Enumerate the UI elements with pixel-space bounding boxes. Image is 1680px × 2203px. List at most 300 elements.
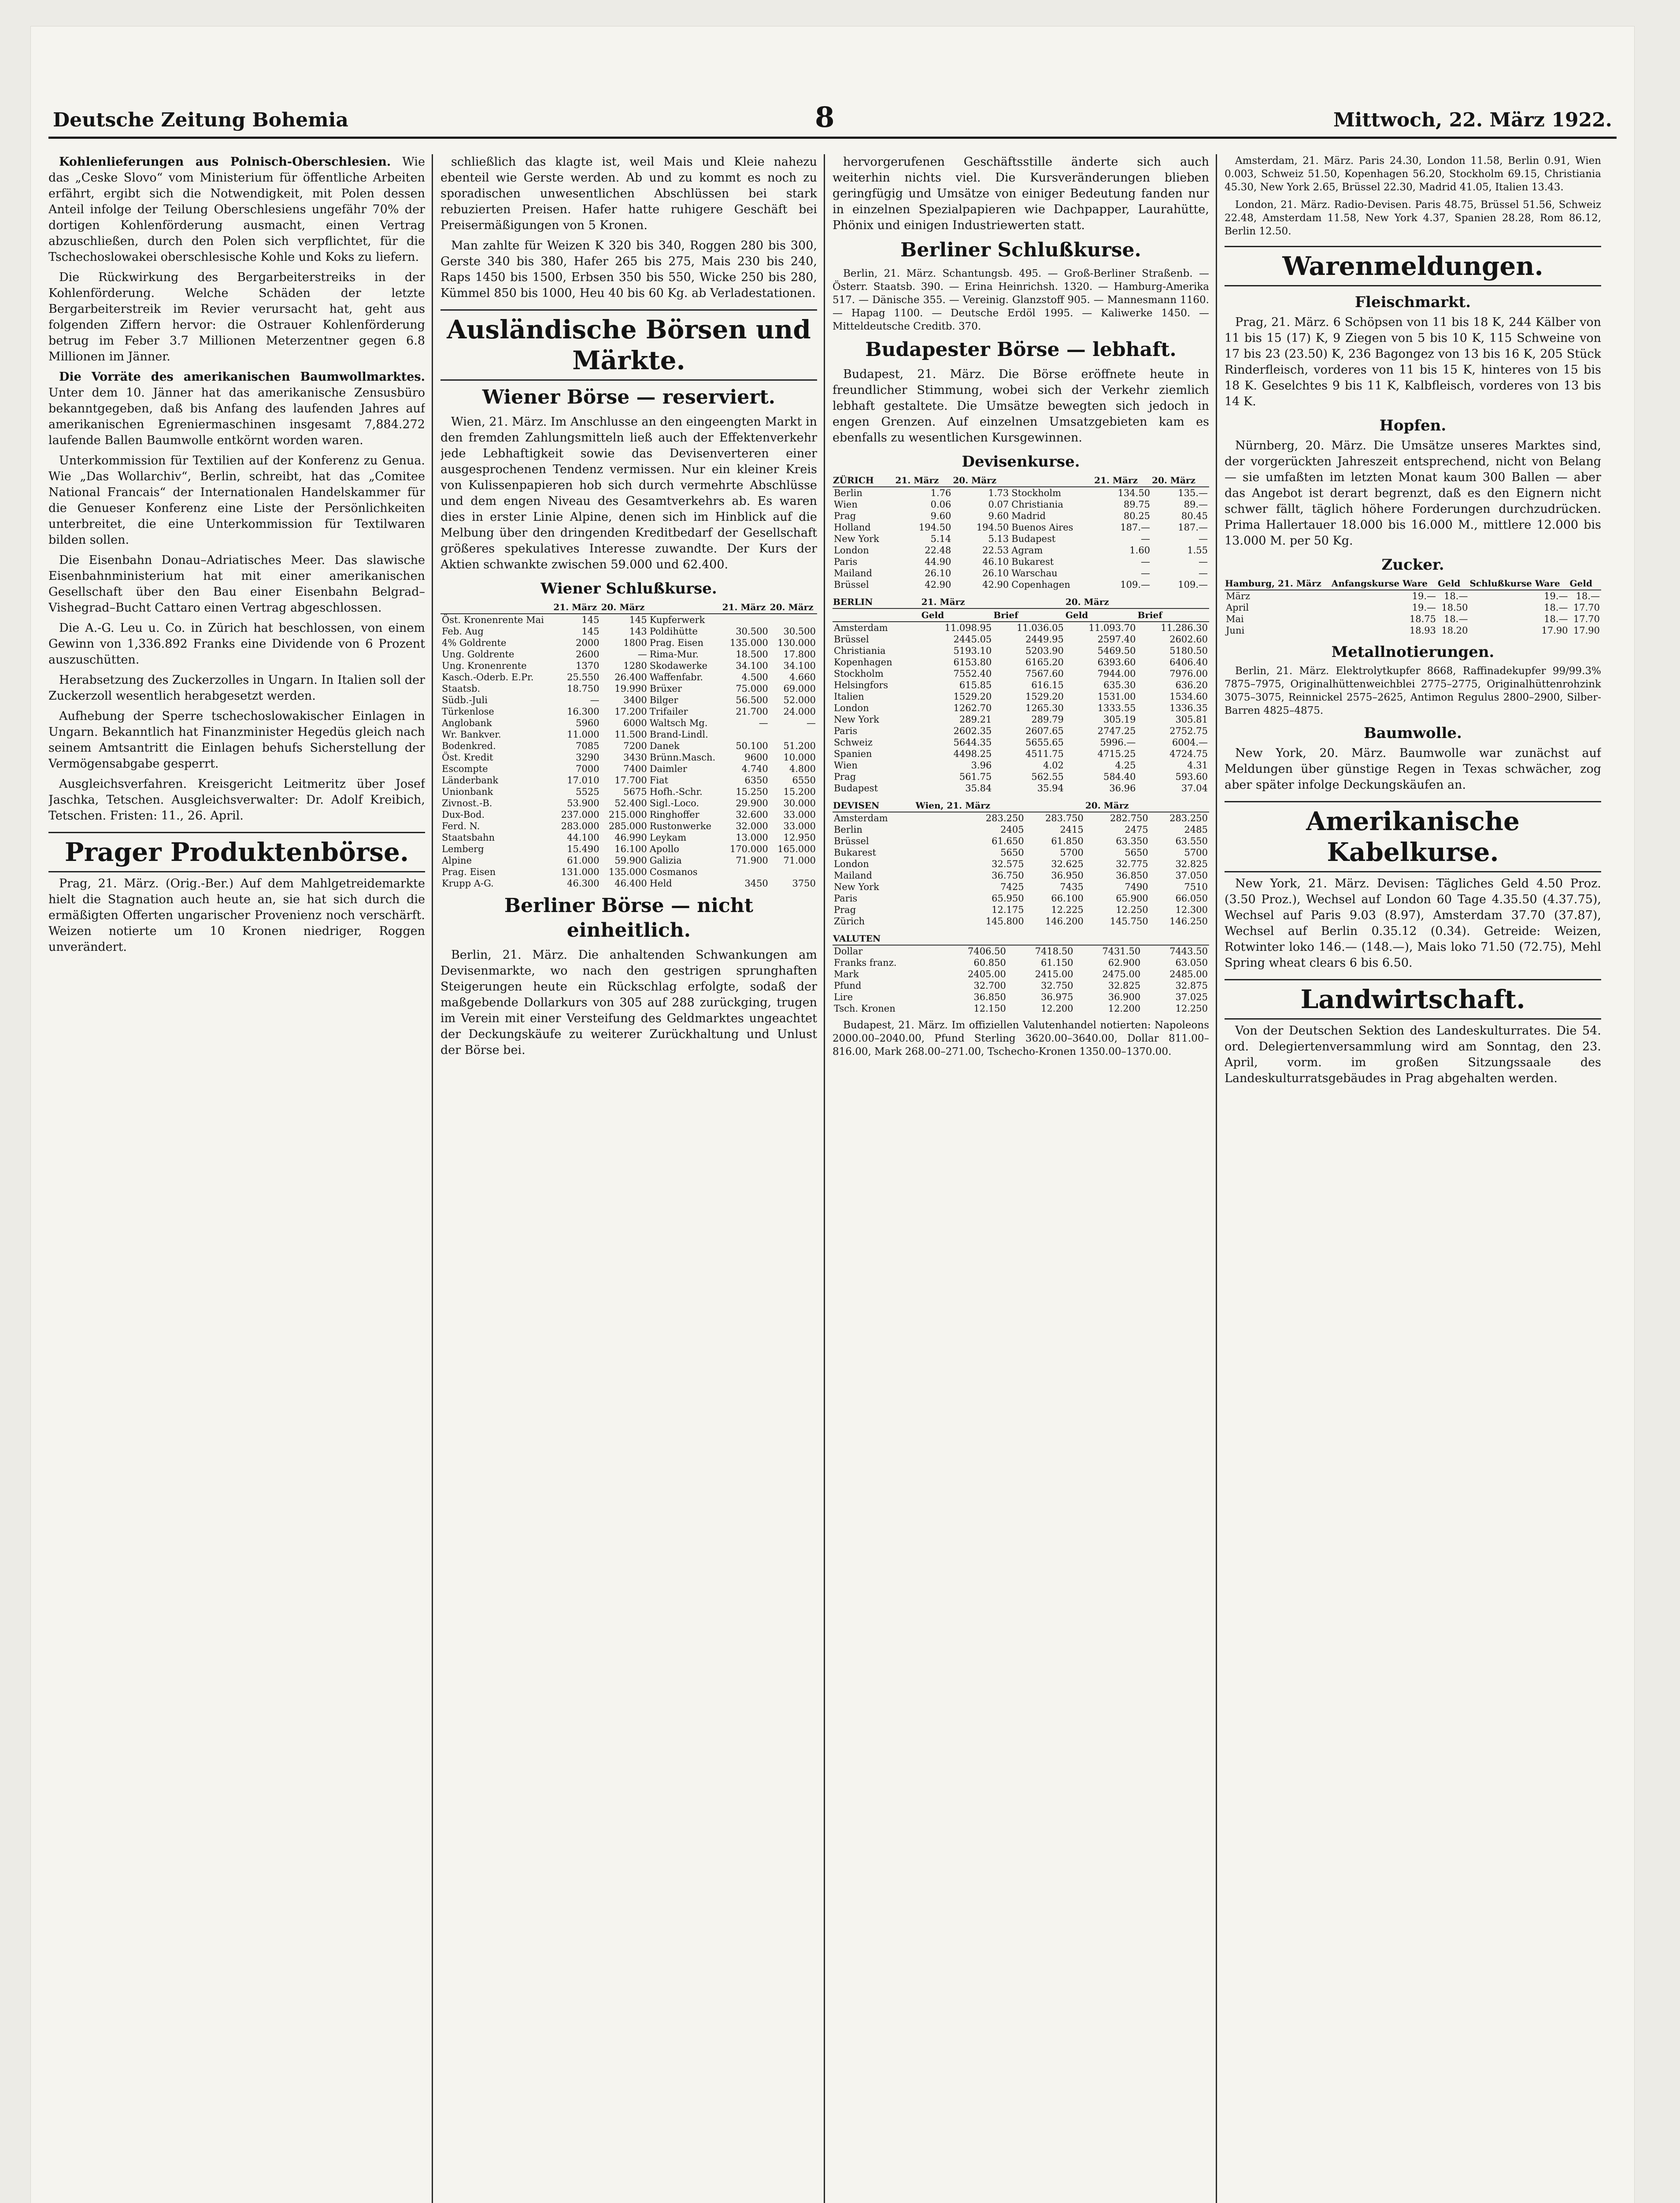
table-cell: 4511.75 bbox=[1025, 749, 1064, 759]
table-row bbox=[833, 522, 1209, 533]
table-cell: Berlin bbox=[834, 488, 862, 498]
table-cell: 285.000 bbox=[608, 821, 647, 831]
table-cell: Ferd. N. bbox=[442, 821, 480, 831]
table-cell: Stockholm bbox=[1011, 488, 1062, 498]
table-cell: Galizia bbox=[649, 855, 682, 866]
table-cell: 11.098.95 bbox=[944, 623, 992, 633]
table-cell: 29.900 bbox=[736, 798, 768, 809]
table-cell: 2602.35 bbox=[953, 726, 992, 736]
table-cell: 19.— bbox=[1544, 591, 1568, 601]
table-cell: 289.79 bbox=[1031, 714, 1064, 725]
table-cell: 80.25 bbox=[1123, 511, 1151, 521]
table-cell: Trifailer bbox=[649, 706, 688, 717]
table-row bbox=[440, 683, 817, 694]
table-cell: 60.850 bbox=[973, 957, 1006, 968]
table-cell: 5.13 bbox=[988, 534, 1009, 544]
article-paragraph: Die Rückwirkung des Bergarbeiterstreiks in der Kohlenförderung. Welche Schäden der letzte Bergarbeiterstreik im Revier verursacht hat, geht aus folgenden Ziffern hervor: die Ostrauer Kohlenförderung betrug im Feber 3.7 Millionen Meterzentner gegen 6.8 Millionen im Jänner. bbox=[48, 271, 425, 363]
table-cell: 19.— bbox=[1412, 591, 1436, 601]
section-heading: Amerikanische Kabelkurse. bbox=[1225, 801, 1601, 872]
table-cell: 7000 bbox=[576, 764, 599, 774]
table-cell: 24.000 bbox=[783, 706, 816, 717]
subsection-heading: Hopfen. bbox=[1379, 417, 1447, 434]
table-cell: 616.15 bbox=[1031, 680, 1064, 690]
table-cell: 1370 bbox=[576, 660, 599, 671]
table-cell: 66.050 bbox=[1175, 893, 1208, 904]
table-cell: 44.100 bbox=[567, 832, 599, 843]
table-cell: 2747.25 bbox=[1097, 726, 1136, 736]
table-header-cell: 21. März bbox=[1094, 474, 1151, 487]
table-cell: 30.500 bbox=[783, 626, 816, 637]
table-cell: 22.53 bbox=[982, 545, 1009, 556]
valuten-table: VALUTEN Dollar 7406.50 7418.50 7431.50 7443.50 Franks franz. 60.850 61.150 62.900 63.050 Mark 2405.00 2415.00 2475.00 2485.00 Pfund 32.700 32.750 32.825 32.875 Lire 36.850 36.975 36.900 37.025 Tsch. Kronen 12.150 12.200 12.200 12.250 bbox=[833, 932, 1209, 1014]
table-row bbox=[1225, 625, 1601, 636]
table-cell: 3290 bbox=[576, 752, 599, 763]
section-heading: Landwirtschaft. bbox=[1225, 979, 1601, 1020]
table-cell: Südb.-Juli bbox=[442, 695, 488, 705]
table-header-cell: Geld bbox=[1569, 577, 1601, 590]
article-paragraph: London, 21. März. Radio-Devisen. Paris 48.75, Brüssel 51.56, Schweiz 22.48, Amsterdam 11.58, New York 4.37, Spanien 28.28, Rom 86.12, Berlin 12.50. bbox=[1225, 199, 1601, 237]
table-cell: 36.850 bbox=[973, 992, 1006, 1002]
subsection-heading: Wiener Börse — reserviert. bbox=[482, 386, 776, 408]
table-header-cell: Wien, 21. März bbox=[915, 799, 1025, 812]
table-cell: 4.500 bbox=[741, 672, 768, 682]
article-paragraph: Berlin, 21. März. Die anhaltenden Schwankungen am Devisenmarkte, wo nach den gestrigen sprunghaften Steigerungen heute ein Rückschlag erfolgte, sodaß der maßgebende Dollarkurs von 305 auf 288 zurückging, trugen im Verein mit einer Versteifung des Geldmarktes ungeachtet der Deckungskäufe zu weiterer Zurückhaltung und Unlust der Börse bei. bbox=[440, 948, 817, 1057]
table-cell: 32.775 bbox=[1116, 859, 1148, 869]
table-cell: 50.100 bbox=[736, 741, 768, 751]
table-cell: Brüssel bbox=[834, 836, 869, 846]
table-cell: Öst. Kredit bbox=[442, 752, 493, 763]
table-cell: 2485 bbox=[1184, 824, 1208, 835]
table-cell: 34.100 bbox=[783, 660, 816, 671]
table-cell: 7552.40 bbox=[953, 668, 992, 679]
table-cell: 42.90 bbox=[982, 579, 1009, 590]
table-cell: 2000 bbox=[576, 638, 599, 648]
table-header-cell: 21. März bbox=[921, 596, 993, 608]
table-cell: März bbox=[1226, 591, 1251, 601]
table-header-cell: DEVISEN bbox=[833, 799, 915, 812]
page-number: 8 bbox=[815, 101, 835, 134]
table-row bbox=[440, 694, 817, 706]
subsection-heading: Zucker. bbox=[1381, 556, 1444, 574]
table-cell: 1534.60 bbox=[1169, 691, 1208, 702]
table-cell: 3430 bbox=[623, 752, 647, 763]
subsection-heading: Metallnotierungen. bbox=[1331, 643, 1495, 661]
article-paragraph: Berlin, 21. März. Elektrolytkupfer 8668, Raffinadekupfer 99/99.3% 7875–7975, Originalhüttenweichblei 2775–2775, Originalhüttenrohzink 3075–3075, Reinnickel 2575–2625, Antimon Regulus 2800–2900, Silber-Barren 4825–4875. bbox=[1225, 665, 1601, 716]
table-cell: 32.825 bbox=[1175, 859, 1208, 869]
table-cell: Budapest bbox=[834, 783, 878, 794]
table-header-cell bbox=[1025, 799, 1085, 812]
table-cell: 17.90 bbox=[1573, 625, 1600, 636]
table-cell: 2415.00 bbox=[1035, 969, 1073, 979]
table-cell: 16.300 bbox=[567, 706, 599, 717]
table-cell: Dux-Bod. bbox=[442, 809, 485, 820]
table-cell: Schweiz bbox=[834, 737, 873, 748]
table-cell: 194.50 bbox=[918, 522, 951, 533]
table-row bbox=[440, 832, 817, 843]
table-cell: 62.900 bbox=[1108, 957, 1141, 968]
table-cell: Franks franz. bbox=[834, 957, 897, 968]
table-cell: 6153.80 bbox=[953, 657, 992, 668]
table-cell: 1.55 bbox=[1187, 545, 1208, 556]
table-header-cell: ZÜRICH bbox=[833, 474, 895, 487]
table-cell: 4498.25 bbox=[953, 749, 992, 759]
table-cell: 25.550 bbox=[567, 672, 599, 682]
table-row bbox=[440, 786, 817, 797]
article-paragraph: Prag, 21. März. 6 Schöpsen von 11 bis 18 K, 244 Kälber von 11 bis 15 (17) K, 9 Ziegen von 5 bis 10 K, 115 Schweine von 17 bis 23 (23.50) K, 236 Bagongez von 13 bis 16 K, 205 Stück Rinderfleisch, vorderes von 11 bis 15 K, hinteres von 15 bis 18 K. Geselchtes 9 bis 11 K, Kalbfleisch, vorderes von 13 bis 14 K. bbox=[1225, 315, 1601, 408]
table-cell: 35.84 bbox=[965, 783, 992, 794]
table-cell: Tsch. Kronen bbox=[834, 1003, 896, 1014]
table-cell: 46.400 bbox=[614, 878, 647, 889]
table-cell: Daimler bbox=[649, 764, 687, 774]
table-row bbox=[833, 679, 1209, 691]
table-cell: Paris bbox=[834, 556, 858, 567]
table-cell: 66.100 bbox=[1051, 893, 1084, 904]
table-row bbox=[833, 567, 1209, 579]
table-cell: Waltsch Mg. bbox=[649, 718, 708, 728]
table-cell: 7431.50 bbox=[1102, 946, 1141, 957]
table-cell: 37.050 bbox=[1175, 870, 1208, 881]
table-row bbox=[833, 691, 1209, 702]
table-cell: Rima-Mur. bbox=[649, 649, 699, 660]
table-row bbox=[833, 725, 1209, 737]
table-cell: 30.500 bbox=[736, 626, 768, 637]
table-cell: 32.750 bbox=[1041, 980, 1073, 991]
table-cell: Budapest bbox=[1011, 534, 1056, 544]
table-cell bbox=[722, 866, 770, 878]
table-row bbox=[833, 847, 1209, 858]
table-cell: 187.— bbox=[1178, 522, 1208, 533]
table-cell: Italien bbox=[834, 691, 864, 702]
table-cell: — bbox=[590, 695, 599, 705]
table-row bbox=[833, 870, 1209, 881]
table-cell: Mark bbox=[834, 969, 859, 979]
table-cell: 3450 bbox=[744, 878, 768, 889]
table-cell: 5960 bbox=[576, 718, 599, 728]
table-cell: 170.000 bbox=[729, 844, 768, 854]
table-cell: 12.175 bbox=[992, 905, 1024, 915]
table-header-cell: Brief bbox=[1137, 608, 1209, 622]
article-paragraph: New York, 20. März. Baumwolle war zunächst auf Meldungen über günstige Regen in Texas schwächer, zog aber später infolge Deckungskäufen an. bbox=[1225, 746, 1601, 792]
table-cell: 187.— bbox=[1120, 522, 1151, 533]
table-cell: 289.21 bbox=[959, 714, 992, 725]
table-cell: 33.000 bbox=[783, 809, 816, 820]
subsection-heading: Berliner Schlußkurse. bbox=[900, 239, 1141, 261]
table-header-cell: Geld bbox=[921, 608, 993, 622]
table-cell: April bbox=[1226, 602, 1249, 613]
table-cell: 52.400 bbox=[614, 798, 647, 809]
table-cell: — bbox=[637, 649, 647, 660]
table-cell: 36.950 bbox=[1051, 870, 1084, 881]
table-cell: Escompte bbox=[442, 764, 488, 774]
table-cell: 11.093.70 bbox=[1088, 623, 1136, 633]
table-cell: 65.900 bbox=[1116, 893, 1148, 904]
table-cell: 17.90 bbox=[1541, 625, 1568, 636]
table-row bbox=[440, 729, 817, 740]
table-cell: 561.75 bbox=[959, 771, 992, 782]
table-cell: 5700 bbox=[1060, 847, 1084, 858]
table-cell: 5180.50 bbox=[1169, 645, 1208, 656]
table-cell: Feb. Aug bbox=[442, 626, 484, 637]
table-cell: — bbox=[1199, 568, 1208, 579]
wien-devisen-table bbox=[833, 799, 1209, 927]
table-cell: 32.875 bbox=[1175, 980, 1208, 991]
table-cell: 12.250 bbox=[1116, 905, 1148, 915]
table-cell: Rustonwerke bbox=[649, 821, 712, 831]
table-cell: 1531.00 bbox=[1097, 691, 1136, 702]
table-title: Wiener Schlußkurse. bbox=[540, 580, 717, 597]
table-cell: 7406.50 bbox=[968, 946, 1006, 957]
table-cell: 17.800 bbox=[783, 649, 816, 660]
table-row bbox=[833, 510, 1209, 522]
table-cell: 15.200 bbox=[783, 786, 816, 797]
table-cell: 2449.95 bbox=[1025, 634, 1064, 645]
table-row bbox=[833, 533, 1209, 545]
table-cell: — bbox=[807, 718, 816, 728]
table-cell: 2475.00 bbox=[1102, 969, 1141, 979]
table-cell: 7490 bbox=[1125, 882, 1148, 892]
subsection-heading: Berliner Börse — nicht einheitlich. bbox=[504, 894, 754, 942]
table-cell: 1280 bbox=[623, 660, 647, 671]
table-cell: London bbox=[834, 545, 869, 556]
table-cell: Brüssel bbox=[834, 579, 869, 590]
table-cell: 145.750 bbox=[1110, 916, 1148, 927]
table-cell: 36.750 bbox=[992, 870, 1024, 881]
table-cell: 1800 bbox=[623, 638, 647, 648]
table-cell: 1.60 bbox=[1129, 545, 1151, 556]
article-title: Kohlenlieferungen aus Polnisch-Oberschlesien. Wie das „Ceske Slovo“ vom Ministerium für öffentliche Arbeiten erfährt, ergibt sich die Notwendigkeit, mit Polen dessen Anteil infolge der Teilung Oberschlesiens ungefähr 70% der dortigen Kohlenförderung ausmacht, einen Vertrag abzuschließen, durch den Polen sich verpflichtet, für die Tschechoslowakei oberschlesische Kohle und Koks zu liefern. bbox=[48, 155, 425, 264]
table-cell: 5650 bbox=[1125, 847, 1148, 858]
table-cell: — bbox=[1141, 556, 1151, 567]
table-cell: Buenos Aires bbox=[1011, 522, 1073, 533]
table-cell: 61.000 bbox=[567, 855, 599, 866]
article-paragraph: Die A.-G. Leu u. Co. in Zürich hat beschlossen, von einem Gewinn von 1,336.892 Franks eine Dividende von 6 Prozent auszuschütten. bbox=[48, 621, 425, 667]
table-row bbox=[833, 545, 1209, 556]
table-cell: 17.70 bbox=[1573, 602, 1600, 613]
table-header-cell bbox=[833, 608, 921, 622]
table-row bbox=[833, 904, 1209, 916]
table-cell: 18.— bbox=[1576, 591, 1600, 601]
table-cell: 89.— bbox=[1184, 499, 1208, 510]
subsection-heading: Budapester Börse — lebhaft. bbox=[865, 338, 1177, 361]
table-cell: 32.700 bbox=[973, 980, 1006, 991]
table-cell: Lire bbox=[834, 992, 853, 1002]
table-cell bbox=[770, 729, 817, 740]
table-cell: 18.500 bbox=[736, 649, 768, 660]
subsection-heading: Baumwolle. bbox=[1364, 724, 1462, 742]
table-cell: Prag bbox=[834, 905, 856, 915]
table-row bbox=[440, 855, 817, 866]
table-cell: 18.— bbox=[1544, 602, 1568, 613]
table-cell: New York bbox=[834, 882, 879, 892]
table-cell: 59.900 bbox=[614, 855, 647, 866]
table-cell: 3750 bbox=[792, 878, 816, 889]
table-cell: 215.000 bbox=[608, 809, 647, 820]
table-cell: 145 bbox=[581, 615, 599, 625]
table-cell: 584.40 bbox=[1103, 771, 1136, 782]
table-cell bbox=[770, 614, 817, 626]
table-cell: Brand-Lindl. bbox=[649, 729, 708, 740]
table-cell: 63.350 bbox=[1116, 836, 1148, 846]
table-row bbox=[440, 740, 817, 752]
article-paragraph: Budapest, 21. März. Die Börse eröffnete heute in freundlicher Stimmung, wobei sich der Verkehr ziemlich lebhaft gestaltete. Die Umsätze bewegten sich jedoch in engen Grenzen. Auf einzelnen Umsatzgebieten kam es ebenfalls zu wesentlichen Kursgewinnen. bbox=[833, 367, 1209, 445]
table-row bbox=[440, 866, 817, 878]
table-cell: 80.45 bbox=[1181, 511, 1208, 521]
article-paragraph: Herabsetzung des Zuckerzolles in Ungarn. In Italien soll der Zuckerzoll wesentlich herabgesetzt werden. bbox=[48, 673, 425, 703]
table-cell: Cosmanos bbox=[649, 867, 698, 877]
table-cell: Kasch.-Oderb. E.Pr. bbox=[442, 672, 534, 682]
table-row bbox=[833, 579, 1209, 590]
article-paragraph: Von der Deutschen Sektion des Landeskulturrates. Die 54. ord. Delegiertenversammlung wird am Sonntag, den 23. April, vorm. im großen Sitzungssaale des Landeskulturratsgebäudes in Prag abgehalten werden. bbox=[1225, 1024, 1601, 1085]
table-cell bbox=[770, 866, 817, 878]
berlin-devisen-table bbox=[833, 596, 1209, 794]
table-row bbox=[440, 878, 817, 889]
article-paragraph: schließlich das klagte ist, weil Mais und Kleie nahezu ebenteil wie Gerste werden. Ab und zu kommt es noch zu sporadischen unwesentlichen Abschlüssen bei stark rebuzierten Preisen. Hafer hatte ruhigere Geschäft bei Preisermäßigungen von 5 Kronen. bbox=[440, 155, 817, 232]
table-cell: 7418.50 bbox=[1035, 946, 1073, 957]
table-cell: 42.90 bbox=[925, 579, 951, 590]
table-cell: 10.000 bbox=[783, 752, 816, 763]
table-cell: — bbox=[1199, 556, 1208, 567]
table-cell: 4.31 bbox=[1187, 760, 1208, 771]
table-cell: 44.90 bbox=[925, 556, 951, 567]
table-cell: 32.575 bbox=[992, 859, 1024, 869]
table-header-cell: 21. März bbox=[895, 474, 953, 487]
table-cell: 34.100 bbox=[736, 660, 768, 671]
table-row bbox=[833, 760, 1209, 771]
table-cell: 35.94 bbox=[1037, 783, 1064, 794]
table-row bbox=[440, 614, 817, 626]
table-cell: 1336.35 bbox=[1169, 703, 1208, 713]
table-cell: Warschau bbox=[1011, 568, 1058, 579]
table-cell: Amsterdam bbox=[834, 813, 888, 823]
table-row bbox=[833, 916, 1209, 927]
table-cell: 109.— bbox=[1120, 579, 1151, 590]
table-cell: 18.— bbox=[1444, 591, 1468, 601]
table-cell: London bbox=[834, 703, 869, 713]
article-paragraph: Berlin, 21. März. Schantungsb. 495. — Groß-Berliner Straßenb. — Österr. Staatsb. 390. — Erina Heinrichsh. 1320. — Hamburg-Amerika 517. — Dänische 355. — Vereinig. Glanzstoff 905. — Mannesmann 1160. — Hapag 1100. — Deutsche Erdöl 1995. — Kaliwerke 1450. — Mitteldeutsche Creditb. 370. bbox=[833, 268, 1209, 332]
table-cell: 305.19 bbox=[1103, 714, 1136, 725]
article-paragraph: Wien, 21. März. Im Anschlusse an den eingeengten Markt in den fremden Zahlungsmitteln ließ auch der Effektenverkehr jede Lebhaftigkeit sowie das Devisenverteren einer ausgesprochenen Tendenz vermissen. Nur ein kleiner Kreis von Kulissenpapieren hob sich durch vermehrte Abschlüsse und dem engen Niveau des Gesamtverkehrs ab. Es waren dies in erster Linie Alpine, denen sich im Hinblick auf die Melbung über den dringenden Kreditbedarf der Gesellschaft größeres spekulatives Interesse zuwandte. Der Kurs der Aktien schwankte zwischen 59.000 und 62.400. bbox=[440, 415, 817, 571]
table-cell: 135.— bbox=[1178, 488, 1208, 498]
table-cell: Brüssel bbox=[834, 634, 869, 645]
table-cell: Lemberg bbox=[442, 844, 484, 854]
table-row bbox=[440, 752, 817, 763]
table-cell: Held bbox=[649, 878, 672, 889]
table-cell: 18.50 bbox=[1441, 602, 1468, 613]
table-cell: 18.75 bbox=[1409, 614, 1436, 624]
table-cell: 7425 bbox=[1000, 882, 1024, 892]
table-cell: 3400 bbox=[623, 695, 647, 705]
table-cell: 69.000 bbox=[783, 683, 816, 694]
table-header-cell: Schlußkurse Ware bbox=[1469, 577, 1569, 590]
table-cell: 61.150 bbox=[1041, 957, 1073, 968]
table-row bbox=[440, 626, 817, 637]
table-cell: 635.30 bbox=[1103, 680, 1136, 690]
subsection-heading: Fleischmarkt. bbox=[1354, 293, 1471, 311]
table-header-cell: Anfangskurse Ware bbox=[1331, 577, 1437, 590]
table-cell: 7976.00 bbox=[1169, 668, 1208, 679]
table-cell: 1333.55 bbox=[1097, 703, 1136, 713]
table-cell: 3.96 bbox=[971, 760, 992, 771]
table-cell: 12.200 bbox=[1041, 1003, 1073, 1014]
table-cell: 75.000 bbox=[736, 683, 768, 694]
table-cell: 4.660 bbox=[789, 672, 816, 682]
table-cell: 145.800 bbox=[985, 916, 1024, 927]
table-header-cell: 20. März bbox=[1085, 799, 1150, 812]
table-cell: 4.25 bbox=[1115, 760, 1136, 771]
table-row bbox=[440, 797, 817, 809]
table-cell: 11.286.30 bbox=[1161, 623, 1208, 633]
table-cell: 7510 bbox=[1184, 882, 1208, 892]
table-cell: Dollar bbox=[834, 946, 863, 957]
table-cell: Bukarest bbox=[1011, 556, 1054, 567]
table-cell: 33.000 bbox=[783, 821, 816, 831]
table-cell: — bbox=[759, 718, 768, 728]
table-cell: Danek bbox=[649, 741, 680, 751]
table-cell: 26.400 bbox=[614, 672, 647, 682]
table-cell: Länderbank bbox=[442, 775, 499, 786]
table-cell: Christiania bbox=[1011, 499, 1063, 510]
table-header-cell: 20. März bbox=[1065, 596, 1137, 608]
table-cell: 11.000 bbox=[567, 729, 599, 740]
table-cell: 134.50 bbox=[1118, 488, 1151, 498]
table-cell bbox=[722, 614, 770, 626]
table-cell: Staatsbahn bbox=[442, 832, 495, 843]
section-heading: Ausländische Börsen und Märkte. bbox=[440, 309, 817, 381]
table-cell: 2602.60 bbox=[1169, 634, 1208, 645]
table-cell: Paris bbox=[834, 726, 858, 736]
table-row bbox=[440, 820, 817, 832]
table-cell: Bilger bbox=[649, 695, 678, 705]
table-cell: 4.740 bbox=[741, 764, 768, 774]
table-cell: Prag bbox=[834, 511, 856, 521]
section-heading: Warenmeldungen. bbox=[1225, 246, 1601, 286]
table-cell: 51.200 bbox=[783, 741, 816, 751]
table-row bbox=[833, 714, 1209, 725]
table-cell: 5644.35 bbox=[953, 737, 992, 748]
table-cell: 2600 bbox=[576, 649, 599, 660]
table-cell: Amsterdam bbox=[834, 623, 888, 633]
wiener-schlusskurse-table: 21. März 20. März 21. März 20. März Öst. Kronenrente Mai 145 145 Kupferwerk Feb. Aug 145 143 Poldihütte 30.500 30.500 4% Goldrente 2000 1800 Prag. Eisen 135.000 130.000 Ung. Goldrente 2600 — Rima-Mur. 18.500 17.800 Ung. Kronenrente 1370 1280 Skodawerke 34.100 34.100 Kasch.-Oderb. E.Pr. 25.550 26.400 Waffenfabr. 4.500 4.660 Staatsb. 18.750 19.990 Brüxer 75.000 69.000 Südb.-Juli — 3400 Bilger 56.500 52.000 Türkenlose 16.300 17.200 Trifailer 21.700 24.000 Anglobank 5960 6000 Waltsch Mg. — — Wr. Bankver. 11.000 11.500 Brand-Lindl. Bodenkred. 7085 7200 Danek 50.100 51.200 Öst. Kredit 3290 3430 Brünn.Masch. 9600 10.000 Escompte 7000 7400 Daimler 4.740 4.800 Länderbank 17.010 17.700 Fiat 6350 6550 Unionbank 5525 5675 Hofh.-Schr. 15.250 15.200 Zivnost.-B. 53.900 52.400 Sigl.-Loco. 29.900 30.000 Dux-Bod. 237.000 215.000 Ringhoffer 32.600 33.000 Ferd. N. 283.000 285.000 Rustonwerke 32.000 33.000 Staatsbahn 44.100 46.990 Leykam 13.000 12.950 Lemberg 15.490 16.100 Apollo 170.000 165.000 Alpine 61.000 59.900 Galizia 71.900 71.000 Prag. Eisen 131.000 135.000 Cosmanos Krupp A-G. 46.300 46.400 Held 3450 3750 bbox=[440, 601, 817, 889]
table-cell: 13.000 bbox=[736, 832, 768, 843]
table-header-cell: 20. März bbox=[952, 474, 1010, 487]
table-cell: 5525 bbox=[576, 786, 599, 797]
table-cell: Brüxer bbox=[649, 683, 682, 694]
table-cell: 32.600 bbox=[736, 809, 768, 820]
table-header-cell: Brief bbox=[993, 608, 1065, 622]
table-cell: 9600 bbox=[744, 752, 768, 763]
table-cell: — bbox=[1141, 534, 1151, 544]
table-cell: 2405.00 bbox=[968, 969, 1006, 979]
table-cell: 2475 bbox=[1125, 824, 1148, 835]
table-cell: Alpine bbox=[442, 855, 472, 866]
table-cell: 63.050 bbox=[1175, 957, 1208, 968]
table-cell: 283.750 bbox=[1045, 813, 1084, 823]
table-row bbox=[833, 487, 1209, 499]
table-row bbox=[440, 775, 817, 786]
table-cell: 18.— bbox=[1444, 614, 1468, 624]
table-row bbox=[833, 737, 1209, 748]
table-cell: 17.200 bbox=[614, 706, 647, 717]
table-cell: 145 bbox=[629, 615, 647, 625]
table-row bbox=[833, 824, 1209, 835]
table-cell: Staatsb. bbox=[442, 683, 481, 694]
table-row bbox=[833, 783, 1209, 794]
table-cell: 52.000 bbox=[783, 695, 816, 705]
table-cell: 21.700 bbox=[736, 706, 768, 717]
table-row bbox=[833, 668, 1209, 679]
table-cell: Prag. Eisen bbox=[442, 867, 496, 877]
table-cell: 2415 bbox=[1060, 824, 1084, 835]
